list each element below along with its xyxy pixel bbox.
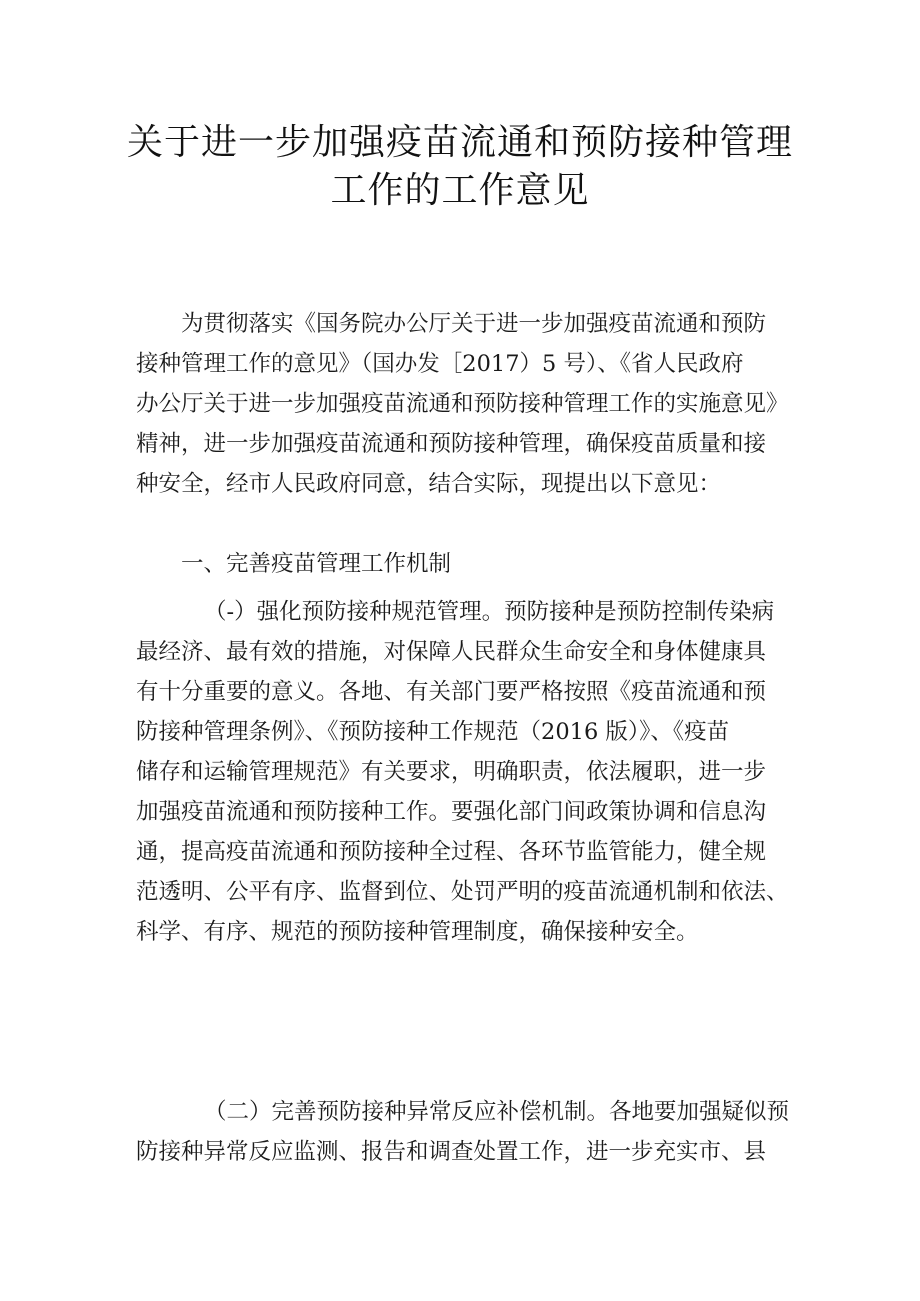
paragraph-line: 防接种异常反应监测、报告和调查处置工作，进一步充实市、县 bbox=[136, 1139, 767, 1165]
paragraph-line: 加强疫苗流通和预防接种工作。要强化部门间政策协调和信息沟 bbox=[136, 799, 767, 825]
paragraph-line: 储存和运输管理规范》有关要求，明确职责，依法履职，进一步 bbox=[136, 759, 767, 785]
document-body bbox=[136, 304, 826, 1204]
paragraph-item-2 bbox=[136, 1092, 826, 1172]
paragraph-line: 范透明、公平有序、监督到位、处罚严明的疫苗流通机制和依法、 bbox=[136, 879, 789, 905]
document-title-line-1: 关于进一步加强疫苗流通和预防接种管理 bbox=[126, 122, 793, 163]
paragraph-line: 接种管理工作的意见》（国办发［2017）5 号）、《省人民政府 bbox=[136, 351, 744, 377]
paragraph-line: 最经济、最有效的措施，对保障人民群众生命安全和身体健康具 bbox=[136, 639, 767, 665]
paragraph-line: 种安全，经市人民政府同意，结合实际，现提出以下意见： bbox=[136, 471, 722, 497]
document-title-line-2: 工作的工作意见 bbox=[330, 170, 590, 211]
section-heading bbox=[136, 544, 826, 584]
paragraph-line: （二）完善预防接种异常反应补偿机制。各地要加强疑似预 bbox=[204, 1099, 790, 1125]
paragraph-preamble bbox=[136, 304, 826, 504]
section-heading-text: 一、完善疫苗管理工作机制 bbox=[181, 551, 452, 577]
paragraph-line: （-）强化预防接种规范管理。预防接种是预防控制传染病 bbox=[204, 599, 775, 625]
paragraph-line: 防接种管理条例》、《预防接种工作规范（2016 版）》、《疫苗 bbox=[136, 719, 730, 745]
paragraph-line: 有十分重要的意义。各地、有关部门要严格按照《疫苗流通和预 bbox=[136, 679, 767, 705]
paragraph-line: 通，提高疫苗流通和预防接种全过程、各环节监管能力，健全规 bbox=[136, 839, 767, 865]
paragraph-line: 办公厅关于进一步加强疫苗流通和预防接种管理工作的实施意见》 bbox=[136, 391, 789, 417]
paragraph-item-1 bbox=[136, 592, 826, 952]
paragraph-line: 精神，进一步加强疫苗流通和预防接种管理，确保疫苗质量和接 bbox=[136, 431, 767, 457]
paragraph-line: 为贯彻落实《国务院办公厅关于进一步加强疫苗流通和预防 bbox=[181, 311, 767, 337]
paragraph-line: 科学、有序、规范的预防接种管理制度，确保接种安全。 bbox=[136, 919, 699, 945]
